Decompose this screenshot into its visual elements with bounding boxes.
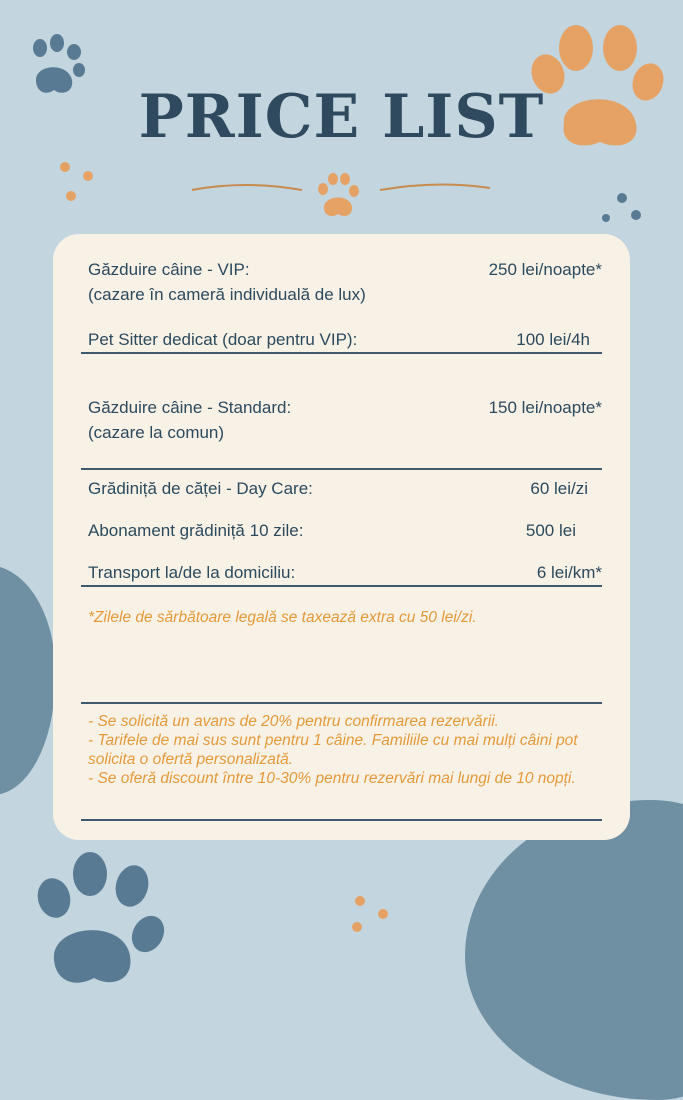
- divider-rule: [81, 702, 602, 704]
- dot-cluster-icon-bottom: [348, 892, 394, 936]
- conditions-list: [88, 712, 608, 788]
- divider-rule: [81, 468, 602, 470]
- price-label-sub: (cazare în cameră individuală de lux): [88, 285, 366, 304]
- price-value: 60 lei/zi: [530, 479, 588, 498]
- price-label: Grădiniță de cățe​i - Day Care:: [88, 479, 313, 498]
- divider-line-right: [378, 180, 493, 196]
- price-value: 150 lei/noapte*: [488, 398, 602, 417]
- price-value: 250 lei/noapte*: [488, 260, 602, 279]
- price-label: Pet Sitter dedicat (doar pentru VIP):: [88, 330, 358, 349]
- price-value: 500 lei: [525, 521, 576, 540]
- page-title: PRICE LIST: [138, 82, 545, 152]
- holiday-note: *Zilele de sărbătoare legală se taxează extra cu 50 lei/zi.: [88, 609, 477, 626]
- price-label: Transport la/de la domiciliu:: [88, 563, 296, 582]
- dot-cluster-icon-right: [598, 190, 646, 226]
- divider-rule: [81, 352, 602, 354]
- price-label-main: Găzduire câine - VIP:: [88, 260, 250, 279]
- right-blob-shape: [465, 800, 683, 1100]
- condition-item: - Se oferă discount între 10-30% pentru rezervări mai lungi de 10 nopți.: [88, 770, 576, 787]
- paw-icon-bottom-left: [36, 852, 166, 992]
- price-value: 100 lei/4h: [516, 330, 590, 349]
- price-value: 6 lei/km*: [536, 563, 602, 582]
- divider-rule: [81, 585, 602, 587]
- condition-item: - Se solicită un avans de 20% pentru confirmarea rezervării.: [88, 713, 499, 730]
- price-row-day-care: [88, 476, 602, 501]
- price-label-main: Găzduire câine - Standard:: [88, 398, 292, 417]
- price-row-vip: [88, 257, 602, 307]
- left-blob-shape: [0, 565, 55, 795]
- condition-item: - Tarifele de mai sus sunt pentru 1 câine. Familiile cu mai mulți câini pot solicita o ofertă personalizată.: [88, 732, 578, 768]
- price-card: [53, 234, 630, 840]
- price-label-sub: (cazare la comun): [88, 423, 225, 442]
- price-label: Abonament grădiniță 10 zile:: [88, 521, 304, 540]
- dot-cluster-icon-left: [56, 158, 98, 206]
- divider-rule: [81, 819, 602, 821]
- price-label: [88, 395, 291, 445]
- paw-icon-center: [316, 172, 360, 218]
- price-row-pet-sitter: [88, 327, 602, 352]
- divider-line-left: [190, 180, 305, 196]
- price-row-subscription: [88, 518, 602, 543]
- price-row-standard: [88, 395, 602, 445]
- price-row-transport: [88, 560, 602, 585]
- price-label: [88, 257, 366, 307]
